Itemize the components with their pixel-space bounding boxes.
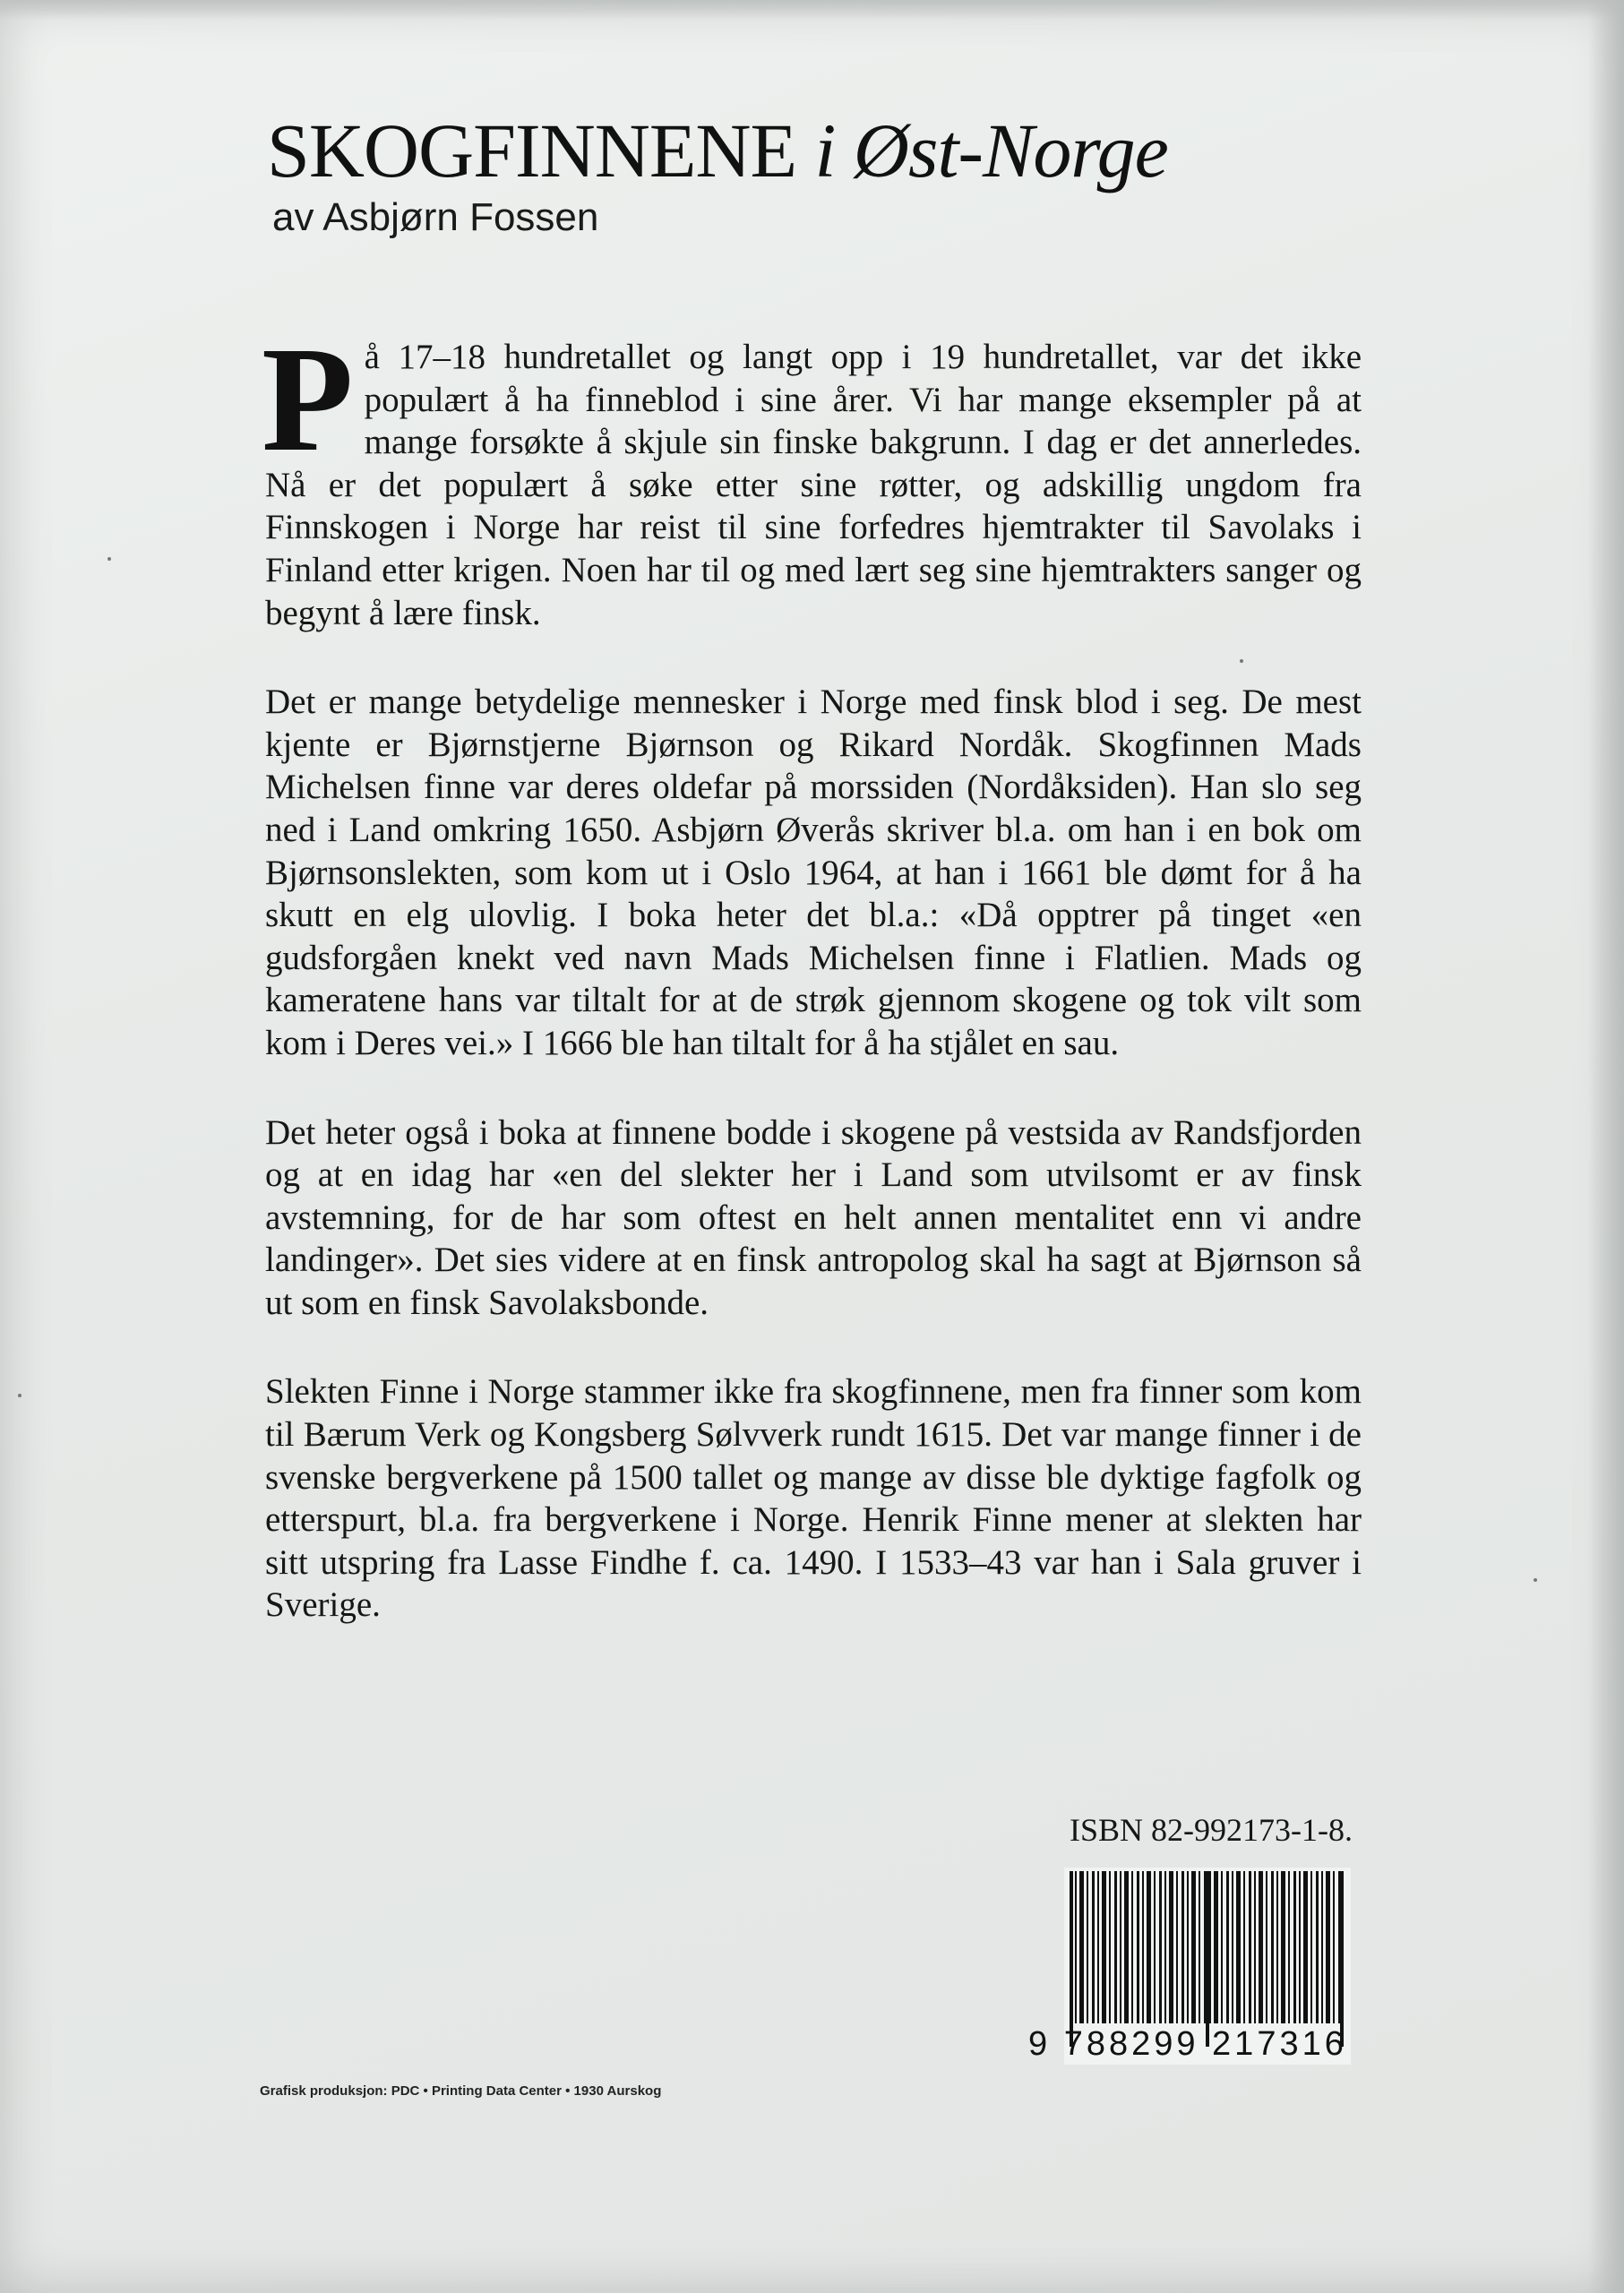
paper-speck [107,557,111,561]
paragraph-3: Det heter også i boka at finnene bodde i skogene på vestsida av Randsfjorden og at en idag har «en del slekter her i Land som utvilsomt er av finsk avstemning, for de har som oftest en helt annen mentalitet enn vi andre landinger». Det sies videre at en finsk antropolog skal ha sagt at Bjørnson så ut som en finsk Savolaksbonde. [265,1112,1362,1322]
book-title [267,106,1168,195]
printer-credits: Grafisk produksjon: PDC • Printing Data Center • 1930 Aurskog [260,2083,662,2099]
paragraph-2: Det er mange betydelige mennesker i Norge med finsk blod i seg. De mest kjente er Bjørnstjerne Bjørnson og Rikard Nordåk. Skogfinnen Mads Michelsen finne var deres oldefar på morssiden (Nordåksiden). Han slo seg ned i Land omkring 1650. Asbjørn Øverås skriver bl.a. om han i en bok om Bjørnsonslekten, som kom ut i Oslo 1964, at han i 1661 ble dømt for å ha skutt en elg ulovlig. I boka heter det bl.a.: «Då opptrer på tinget «en gudsforgåen knekt ved navn Mads Michelsen finne i Flatlien. Mads og kameratene hans var tiltalt for at de strøk gjennom skogene og tok vilt som kom i Deres vei.» I 1666 ble han tiltalt for å ha stjålet en sau. [265,683,1362,1062]
title-italic: i Øst-Norge [814,107,1168,193]
barcode-guard-center [1206,1871,1209,2047]
title-main: SKOGFINNENE [267,107,796,193]
paper-speck [1534,1578,1537,1582]
barcode [1028,1868,1351,2065]
paragraph-1 [262,316,1362,634]
paragraph-1-text: å 17–18 hundretallet og langt opp i 19 hundretallet, var det ikke populært å ha finneblod i sine årer. Vi har mange eksempler på at mange forsøkte å skjule sin finske bakgrunn. I dag er det annerledes. Nå er det populært å søke etter sine røtter, og adskillig ungdom fra Finnskogen i Norge har reist til sine forfedres hjemtrakter til Savolaks i Finland etter krigen. Noen har til og med lært seg sine hjemtrakters sanger og begynt å lære finsk. [265,338,1362,632]
barcode-guard-left [1070,1871,1073,2047]
cover-right-edge [1588,0,1624,2293]
barcode-number: 9 788299 217316 [1028,2025,1347,2063]
author-line: av Asbjørn Fossen [272,195,599,239]
isbn-label: ISBN 82-992173-1-8. [1070,1812,1353,1848]
paper-speck [1240,659,1243,663]
drop-cap: P [262,316,354,483]
cover-top-edge [0,0,1624,20]
paper-speck [18,1394,21,1397]
barcode-guard-right [1340,1871,1344,2047]
blurb-text [262,316,1362,1627]
paragraph-4: Slekten Finne i Norge stammer ikke fra skogfinnene, men fra finner som kom til Bærum Verk og Kongsberg Sølvverk rundt 1615. Det var mange finner i de svenske bergverkene på 1500 tallet og mange av disse ble dyktige fagfolk og etterspurt, bl.a. fra bergverkene i Norge. Henrik Finne mener at slekten har sitt utspring fra Lasse Findhe f. ca. 1490. I 1533–43 var han i Sala gruver i Sverige. [265,1372,1362,1625]
